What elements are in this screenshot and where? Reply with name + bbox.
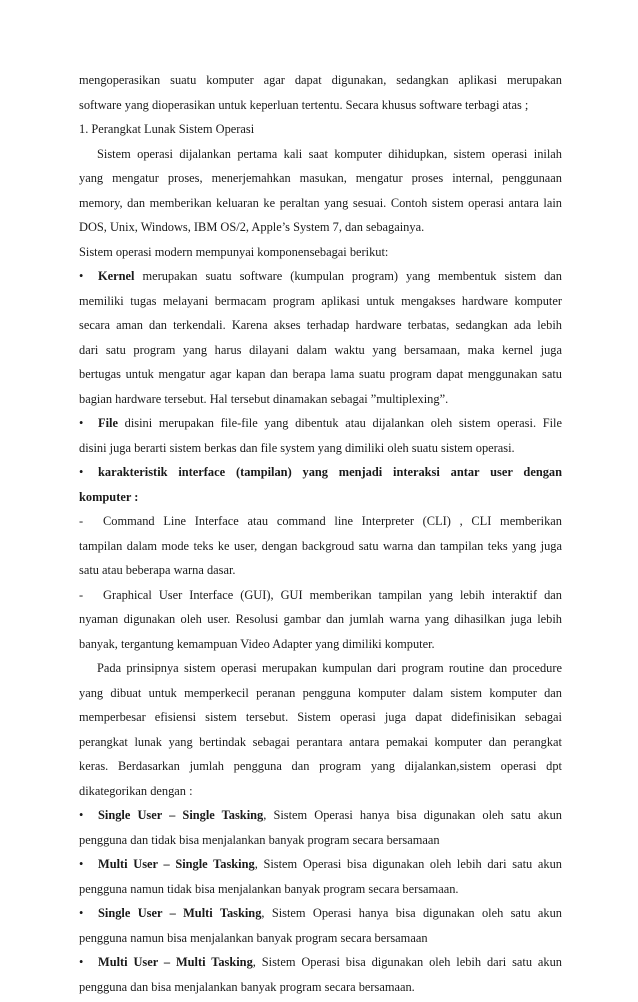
text-line	[79, 681, 562, 706]
bold-term: File	[98, 416, 118, 430]
text-line	[79, 950, 562, 975]
line-text: Sistem operasi dijalankan pertama kali saat komputer dihidupkan, sistem operasi inilah	[97, 146, 562, 161]
text-line	[79, 877, 562, 902]
text-line	[79, 754, 562, 779]
bullet-marker: •	[79, 857, 84, 871]
line-text: satu atau beberapa warna dasar.	[79, 563, 236, 577]
line-text: bagian hardware tersebut. Hal tersebut dinamakan sebagai ”multiplexing”.	[79, 391, 449, 406]
text-line	[79, 117, 562, 142]
text-line	[79, 583, 562, 608]
bold-term: komputer :	[79, 489, 139, 504]
line-text: yang dibuat untuk memperkecil peranan pengguna komputer dalam sistem komputer dan	[79, 685, 562, 700]
line-text: merupakan suatu software (kumpulan program) yang membentuk sistem dan	[134, 269, 562, 283]
text-line	[79, 362, 562, 387]
bold-term: Multi User – Multi Tasking	[98, 955, 253, 969]
line-text: DOS, Unix, Windows, IBM OS/2, Apple’s System 7, dan sebagainya.	[79, 220, 425, 234]
line-text: bertugas untuk mengatur agar kapan dan berapa lama suatu program dapat menggunakan satu	[79, 367, 562, 381]
line-text: 1. Perangkat Lunak Sistem Operasi	[79, 122, 255, 136]
text-line	[79, 142, 562, 167]
text-line	[79, 975, 562, 1000]
text-line	[79, 485, 562, 510]
line-text: pengguna dan bisa menjalankan banyak program secara bersamaan.	[79, 979, 415, 994]
text-line	[79, 436, 562, 461]
text-line	[79, 166, 562, 191]
line-text: mengoperasikan suatu komputer agar dapat digunakan, sedangkan aplikasi merupakan	[79, 73, 562, 87]
text-line	[79, 338, 562, 363]
line-text: memory, dan memberikan keluaran ke peraltan yang sesuai. Contoh sistem operasi antara lain	[79, 195, 562, 210]
line-text: dikategorikan dengan :	[79, 783, 193, 798]
text-line	[79, 852, 562, 877]
line-text: software yang dioperasikan untuk keperluan tertentu. Secara khusus software terbagi atas ;	[79, 97, 529, 112]
bold-term: Single User – Multi Tasking	[98, 906, 262, 920]
text-line	[79, 558, 562, 583]
line-text: pengguna namun tidak bisa menjalankan banyak program secara bersamaan.	[79, 881, 459, 896]
text-line	[79, 93, 562, 118]
text-line	[79, 632, 562, 657]
bullet-marker: •	[79, 808, 84, 822]
line-text: Pada prinsipnya sistem operasi merupakan kumpulan dari program routine dan procedure	[97, 661, 562, 675]
text-line	[79, 803, 562, 828]
dash-marker: -	[79, 587, 84, 602]
text-line	[79, 411, 562, 436]
line-text: banyak, tergantung kemampuan Video Adapter yang dimiliki komputer.	[79, 636, 435, 651]
bold-term: Kernel	[98, 269, 135, 283]
text-line	[79, 901, 562, 926]
text-line	[79, 656, 562, 681]
text-line	[79, 460, 562, 485]
text-line	[79, 534, 562, 559]
text-line	[79, 509, 562, 534]
text-line	[79, 779, 562, 804]
line-text: memperbesar efisiensi sistem tersebut. Sistem operasi juga dapat didefinisikan sebagai	[79, 710, 562, 724]
line-text: memiliki tugas melayani bermacam program aplikasi untuk mengakses hardware komputer	[79, 293, 562, 308]
bullet-marker: •	[79, 465, 84, 479]
text-line	[79, 191, 562, 216]
text-line	[79, 828, 562, 853]
text-line	[79, 387, 562, 412]
line-text: , Sistem Operasi bisa digunakan oleh lebih dari satu akun	[254, 857, 562, 871]
line-text: yang mengatur proses, menerjemahkan masukan, mengatur proses internal, penggunaan	[79, 171, 562, 185]
bold-term: Multi User – Single Tasking	[98, 857, 255, 871]
text-line	[79, 264, 562, 289]
line-text: nyaman digunakan oleh user. Resolusi gambar dan jumlah warna yang dihasilkan juga lebih	[79, 612, 562, 626]
line-text: Graphical User Interface (GUI), GUI memberikan tampilan yang lebih interaktif dan	[103, 587, 562, 602]
text-line	[79, 926, 562, 951]
text-line	[79, 240, 562, 265]
text-line	[79, 607, 562, 632]
text-line	[79, 730, 562, 755]
line-text: pengguna dan tidak bisa menjalankan banyak program secara bersamaan	[79, 832, 440, 847]
line-text: disini juga berarti sistem berkas dan file system yang dimiliki oleh suatu sistem operasi.	[79, 440, 515, 455]
line-text: keras. Berdasarkan jumlah pengguna dan program yang dijalankan,sistem operasi dpt	[79, 759, 562, 773]
bullet-marker: •	[79, 416, 84, 430]
line-text: Command Line Interface atau command line Interpreter (CLI) , CLI memberikan	[103, 514, 562, 528]
line-text: secara aman dan terkendali. Karena akses terhadap hardware terbatas, sedangkan ada lebih	[79, 318, 562, 332]
line-text: , Sistem Operasi hanya bisa digunakan oleh satu akun	[261, 906, 562, 920]
line-text: , Sistem Operasi hanya bisa digunakan oleh satu akun	[263, 808, 562, 822]
text-line	[79, 313, 562, 338]
bullet-marker: •	[79, 955, 84, 969]
line-text: perangkat lunak yang bertindak sebagai perantara antara pemakai komputer dan perangkat	[79, 734, 562, 749]
bold-term: Single User – Single Tasking	[98, 808, 264, 822]
line-text: dari satu program yang harus dilayani dalam waktu yang bersamaan, maka kernel juga	[79, 342, 562, 357]
line-text: , Sistem Operasi bisa digunakan oleh lebih dari satu akun	[252, 955, 562, 969]
text-line	[79, 289, 562, 314]
line-text: tampilan dalam mode teks ke user, dengan backgroud satu warna dan tampilan teks yang juga	[79, 538, 562, 553]
dash-marker: -	[79, 514, 84, 528]
text-line	[79, 705, 562, 730]
text-line	[79, 215, 562, 240]
line-text: Sistem operasi modern mempunyai komponensebagai berikut:	[79, 244, 389, 259]
bullet-marker: •	[79, 906, 84, 920]
bold-term: karakteristik interface (tampilan) yang menjadi interaksi antar user dengan	[98, 465, 562, 479]
bullet-marker: •	[79, 269, 84, 283]
text-line	[79, 68, 562, 93]
line-text: pengguna namun bisa menjalankan banyak program secara bersamaan	[79, 930, 428, 945]
line-text: disini merupakan file-file yang dibentuk atau dijalankan oleh sistem operasi. File	[117, 416, 562, 430]
